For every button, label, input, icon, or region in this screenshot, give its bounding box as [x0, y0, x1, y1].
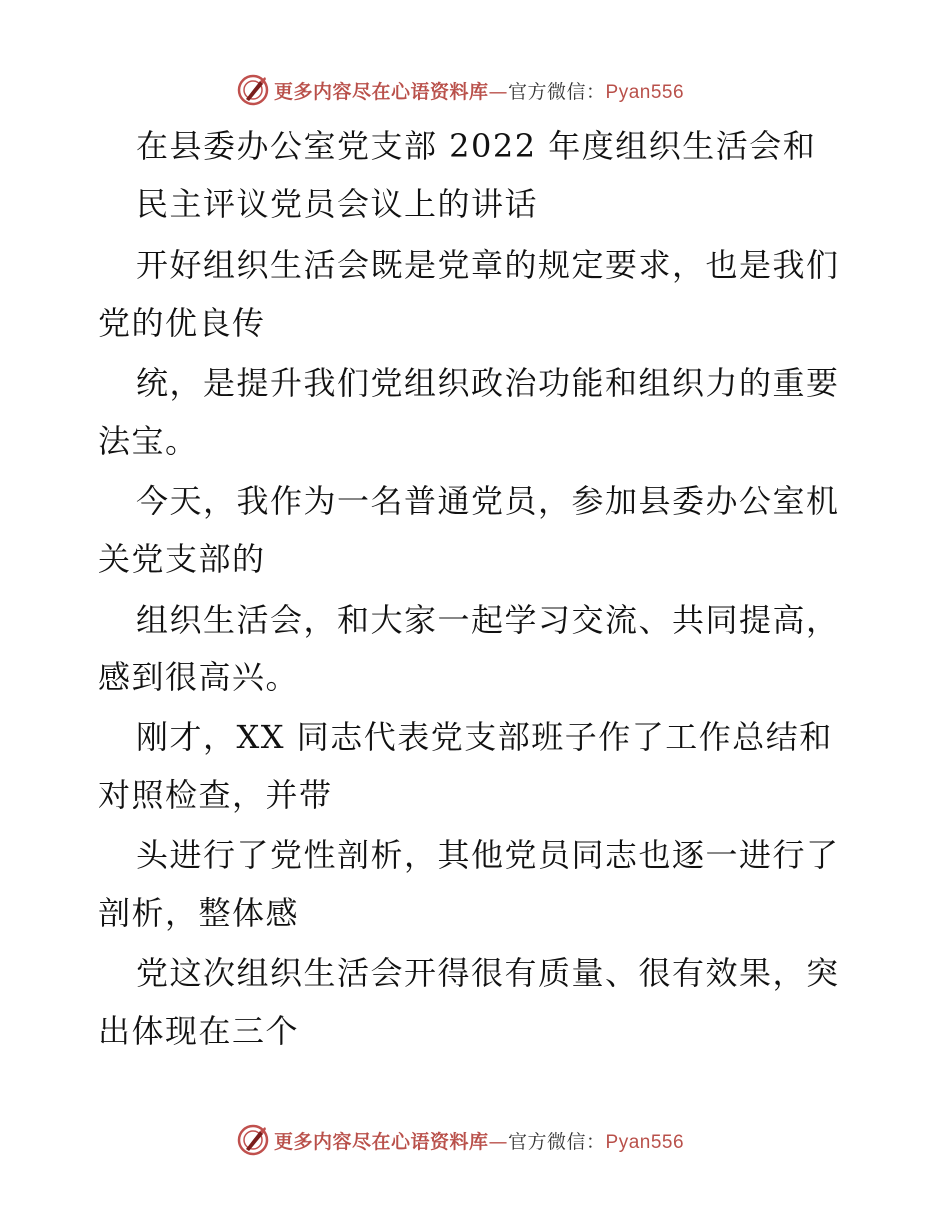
watermark-wechat-id: Pyan556	[605, 1131, 685, 1153]
title-line-2: 民主评议党员会议上的讲话	[136, 185, 539, 223]
watermark-site: 更多内容尽在心语资料库	[274, 80, 489, 103]
watermark-dash: —	[488, 80, 509, 103]
text-line: 党的优良传	[98, 304, 266, 342]
text-line: 感到很高兴。	[98, 658, 300, 696]
watermark-dash: —	[488, 1130, 509, 1153]
watermark-text	[274, 1127, 684, 1154]
text-line: 对照检查，并带	[98, 776, 333, 814]
text-line: 开好组织生活会既是党章的规定要求，也是我们	[136, 246, 840, 284]
watermark-wechat-label: 官方微信：	[508, 80, 606, 103]
watermark-text	[274, 77, 684, 104]
text-line: 头进行了党性剖析，其他党员同志也逐一进行了	[136, 836, 840, 874]
text-line: 统，是提升我们党组织政治功能和组织力的重要	[136, 364, 840, 402]
footer-watermark	[236, 1123, 684, 1157]
text-line: 党这次组织生活会开得很有质量、很有效果，突	[136, 954, 840, 992]
title-line-1: 在县委办公室党支部 2022 年度组织生活会和	[136, 127, 817, 165]
text-line: 关党支部的	[98, 540, 266, 578]
text-line: 剖析，整体感	[98, 894, 300, 932]
text-line: 今天，我作为一名普通党员，参加县委办公室机	[136, 482, 840, 520]
text-line: 组织生活会，和大家一起学习交流、共同提高，	[136, 601, 840, 639]
quill-logo-icon	[236, 1123, 270, 1157]
watermark-wechat-label: 官方微信：	[508, 1130, 606, 1153]
watermark-site: 更多内容尽在心语资料库	[274, 1130, 489, 1153]
quill-logo-icon	[236, 73, 270, 107]
text-line: 出体现在三个	[98, 1012, 300, 1050]
text-line: 法宝。	[98, 422, 199, 460]
header-watermark	[236, 73, 684, 107]
watermark-wechat-id: Pyan556	[605, 81, 685, 103]
text-line: 刚才，XX 同志代表党支部班子作了工作总结和	[136, 718, 833, 756]
